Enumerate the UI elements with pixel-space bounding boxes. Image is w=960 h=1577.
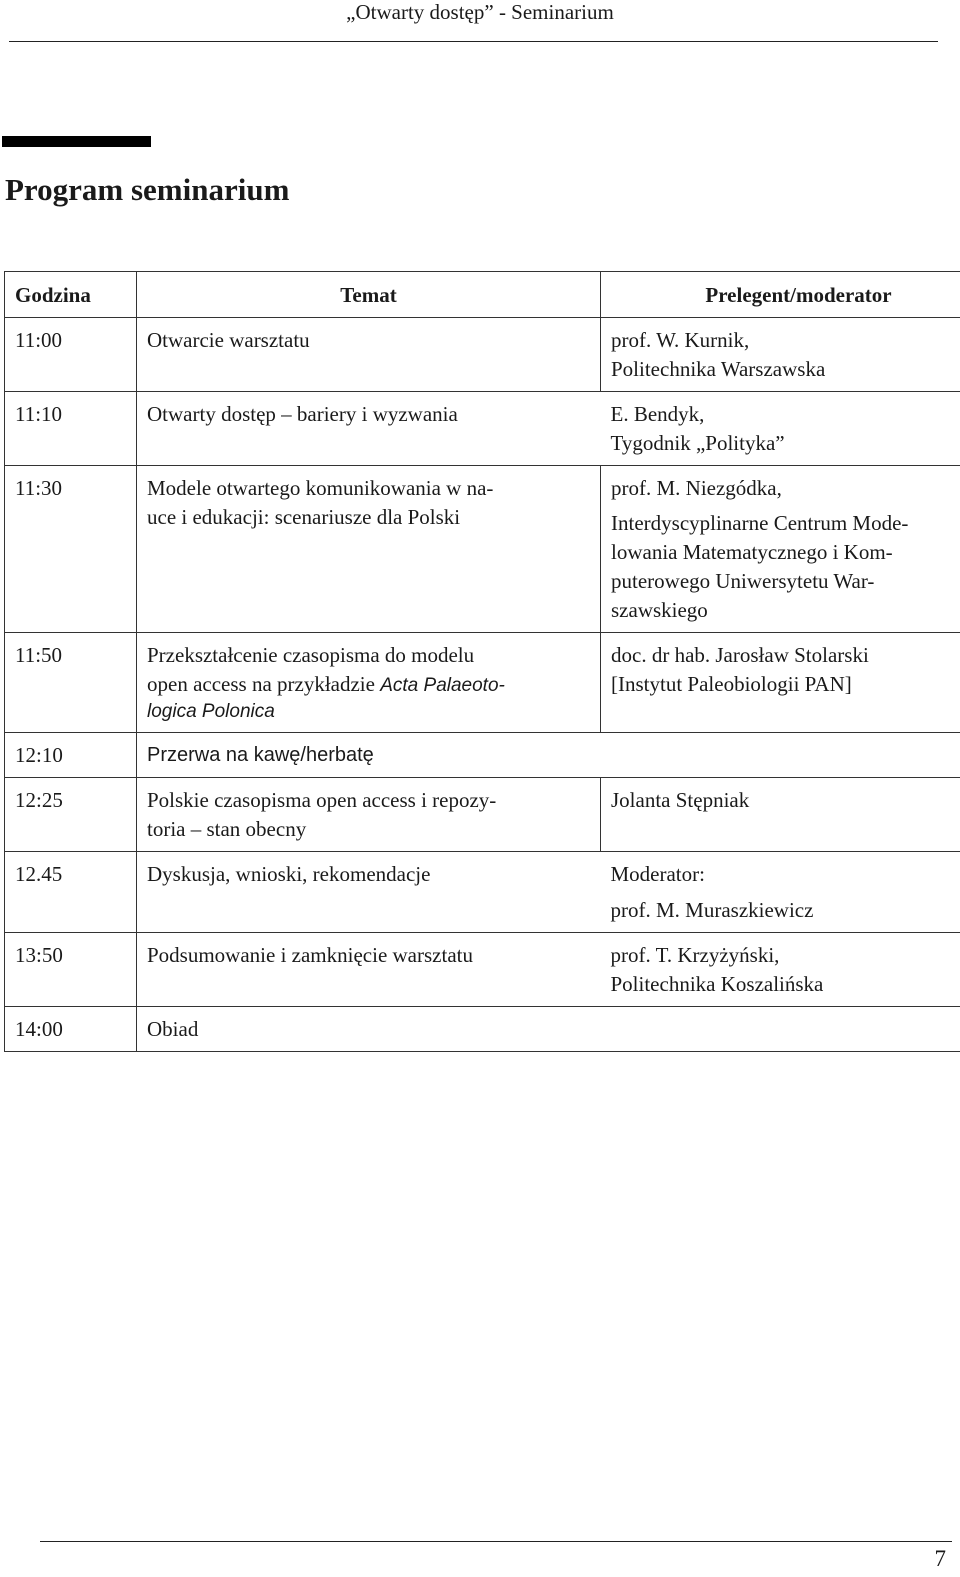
time-cell: 11:30 bbox=[5, 466, 137, 633]
speaker-line: szawskiego bbox=[611, 598, 708, 622]
section-title: Program seminarium bbox=[5, 172, 290, 207]
topic-line: toria – stan obecny bbox=[147, 817, 307, 841]
topic-line: Polskie czasopisma open access i repozy- bbox=[147, 788, 497, 812]
speaker-line: E. Bendyk, bbox=[610, 402, 705, 426]
table-row bbox=[5, 392, 960, 466]
speaker-line: prof. M. Niezgódka, bbox=[611, 476, 782, 500]
header-rule bbox=[9, 41, 938, 42]
speaker-line: prof. W. Kurnik, bbox=[611, 328, 750, 352]
table-row bbox=[5, 466, 960, 633]
speaker-line: Moderator: bbox=[610, 862, 705, 886]
column-header-topic: Temat bbox=[137, 272, 601, 318]
time-cell: 14:00 bbox=[5, 1007, 137, 1052]
section-marker-bar bbox=[2, 136, 151, 147]
speaker-line: Jolanta Stępniak bbox=[611, 788, 750, 812]
time-cell: 11:10 bbox=[5, 392, 137, 466]
topic-text: open access na przykładzie bbox=[147, 672, 375, 696]
column-header-time: Godzina bbox=[5, 272, 137, 318]
topic-cell bbox=[137, 466, 601, 633]
table-row bbox=[5, 778, 960, 852]
table-row bbox=[5, 318, 960, 392]
speaker-cell bbox=[601, 318, 960, 392]
running-header: „Otwarty dostęp” - Seminarium bbox=[346, 0, 614, 24]
table-row bbox=[5, 1007, 960, 1052]
speaker-line: [Instytut Paleobiologii PAN] bbox=[611, 672, 852, 696]
speaker-cell bbox=[601, 852, 960, 933]
journal-title: Acta Palaeoto- bbox=[380, 675, 505, 696]
speaker-line: prof. M. Muraszkiewicz bbox=[610, 898, 814, 922]
column-header-speaker: Prelegent/moderator bbox=[601, 272, 960, 318]
speaker-line: Politechnika Koszalińska bbox=[610, 972, 824, 996]
time-cell: 11:00 bbox=[5, 318, 137, 392]
topic-line: uce i edukacji: scenariusze dla Polski bbox=[147, 505, 461, 529]
topic-cell bbox=[137, 1007, 601, 1052]
speaker-line: lowania Matematycznego i Kom- bbox=[611, 540, 893, 564]
time-cell: 13:50 bbox=[5, 933, 137, 1007]
speaker-line: Tygodnik „Polityka” bbox=[610, 431, 785, 455]
speaker-line: Interdyscyplinarne Centrum Mode- bbox=[611, 511, 909, 535]
topic-line: Dyskusja, wnioski, rekomendacje bbox=[147, 862, 431, 886]
topic-line: Modele otwartego komunikowania w na- bbox=[147, 476, 494, 500]
topic-cell bbox=[137, 392, 601, 466]
table-row bbox=[5, 852, 960, 933]
topic-cell bbox=[137, 733, 601, 778]
topic-line: Otwarty dostęp – bariery i wyzwania bbox=[147, 402, 458, 426]
footer-rule bbox=[40, 1541, 952, 1542]
speaker-line: doc. dr hab. Jarosław Stolarski bbox=[611, 643, 869, 667]
time-cell: 11:50 bbox=[5, 633, 137, 733]
speaker-cell bbox=[601, 933, 960, 1007]
topic-line: Otwarcie warsztatu bbox=[147, 328, 310, 352]
topic-cell bbox=[137, 933, 601, 1007]
speaker-cell bbox=[601, 778, 960, 852]
topic-line bbox=[147, 670, 590, 699]
program-table bbox=[4, 271, 960, 1052]
topic-cell bbox=[137, 318, 601, 392]
journal-title: logica Polonica bbox=[147, 701, 275, 722]
topic-cell bbox=[137, 778, 601, 852]
table-row bbox=[5, 733, 960, 778]
topic-line: Obiad bbox=[147, 1017, 199, 1041]
topic-line: Przekształcenie czasopisma do modelu bbox=[147, 643, 475, 667]
topic-cell bbox=[137, 633, 601, 733]
topic-line: Podsumowanie i zamknięcie warsztatu bbox=[147, 943, 473, 967]
time-cell: 12:10 bbox=[5, 733, 137, 778]
speaker-cell bbox=[601, 466, 960, 633]
speaker-line: puterowego Uniwersytetu War- bbox=[611, 569, 875, 593]
table-row bbox=[5, 933, 960, 1007]
speaker-line: prof. T. Krzyżyński, bbox=[610, 943, 780, 967]
speaker-cell bbox=[601, 733, 960, 778]
speaker-line: Politechnika Warszawska bbox=[611, 357, 826, 381]
time-cell: 12:25 bbox=[5, 778, 137, 852]
speaker-cell bbox=[601, 633, 960, 733]
time-cell: 12.45 bbox=[5, 852, 137, 933]
table-header-row bbox=[5, 272, 960, 318]
topic-line: Przerwa na kawę/herbatę bbox=[147, 744, 374, 766]
speaker-cell bbox=[601, 1007, 960, 1052]
speaker-cell bbox=[601, 392, 960, 466]
table-row bbox=[5, 633, 960, 733]
page-number: 7 bbox=[934, 1546, 946, 1571]
topic-cell bbox=[137, 852, 601, 933]
